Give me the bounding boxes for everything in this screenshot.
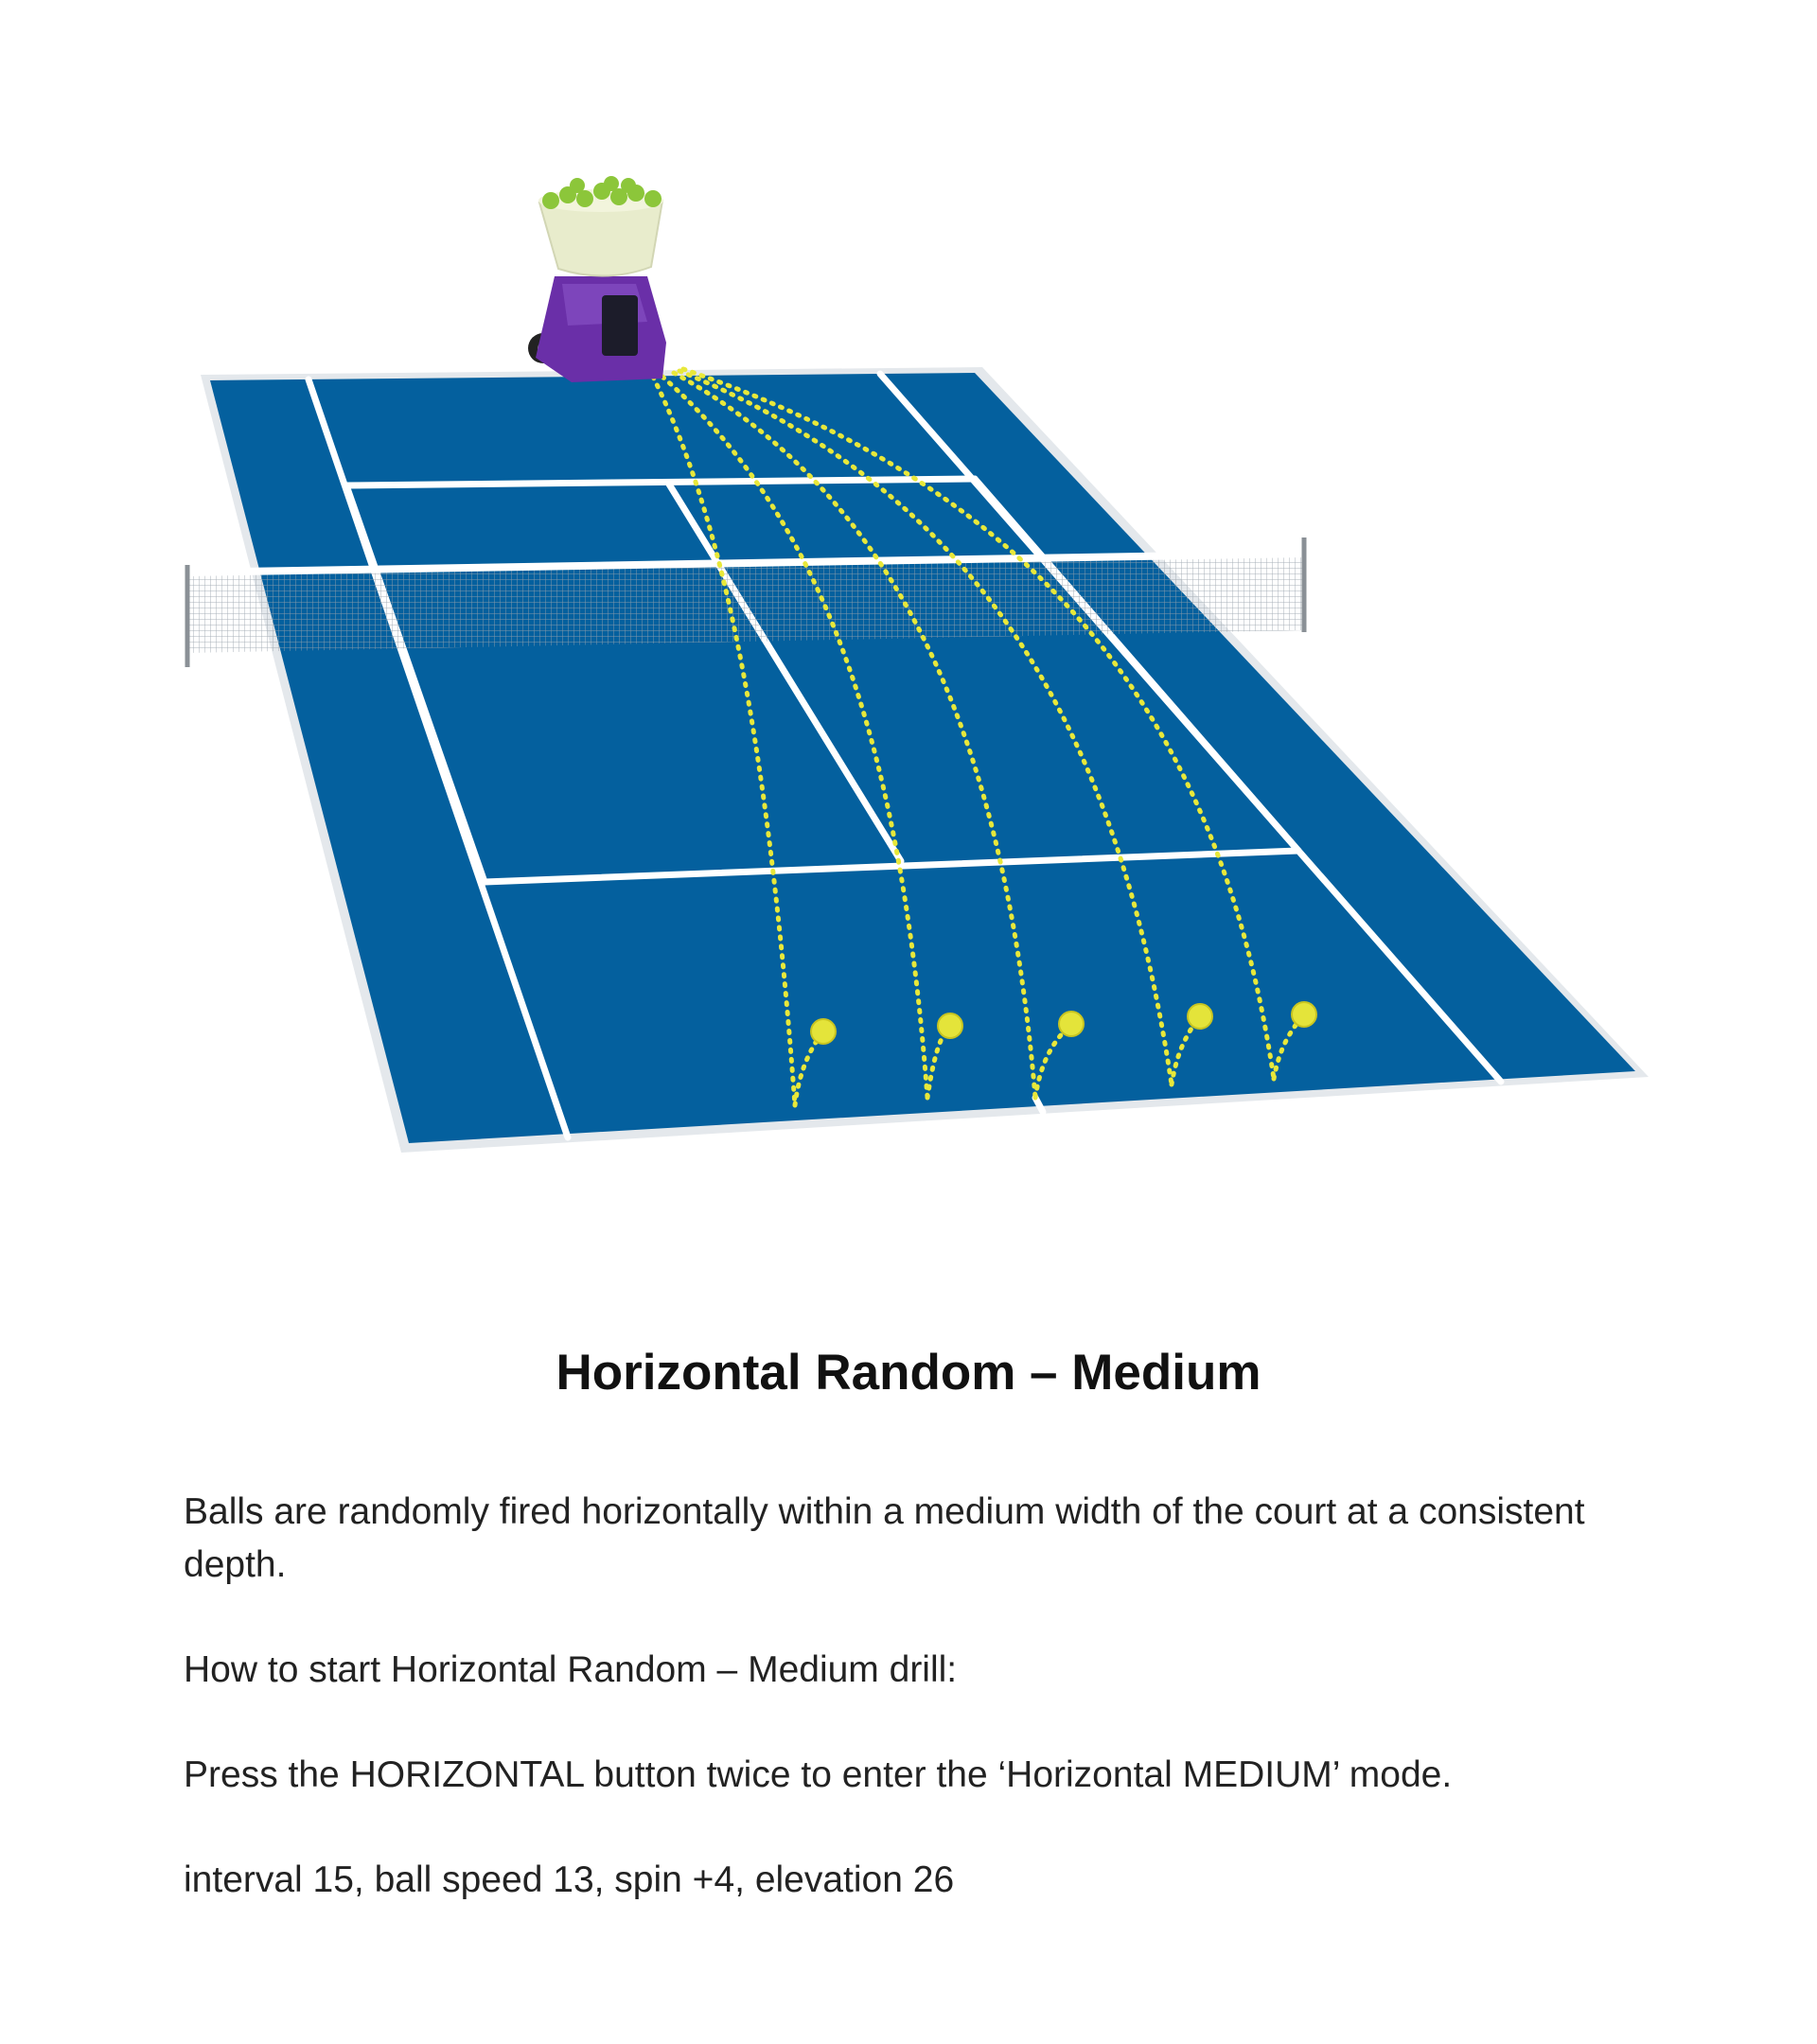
tennis-ball-2	[938, 1013, 962, 1038]
tennis-ball-5	[1292, 1002, 1316, 1027]
description-paragraph: Balls are randomly fired horizontally within a medium width of the court at a consistent depth.	[184, 1491, 1585, 1585]
settings-paragraph: interval 15, ball speed 13, spin +4, elevation 26	[184, 1859, 955, 1900]
drill-description	[184, 1486, 1660, 1959]
tennis-ball-1	[811, 1019, 836, 1044]
tennis-ball-3	[1059, 1012, 1084, 1036]
how-to-start-heading: How to start Horizontal Random – Medium drill:	[184, 1649, 958, 1690]
tennis-ball-machine-icon	[528, 176, 666, 382]
instruction-paragraph: Press the HORIZONTAL button twice to enter the ‘Horizontal MEDIUM’ mode.	[184, 1754, 1453, 1795]
drill-title: Horizontal Random – Medium	[556, 1345, 1261, 1401]
tennis-ball-4	[1188, 1004, 1212, 1029]
machine-panel	[602, 295, 638, 356]
